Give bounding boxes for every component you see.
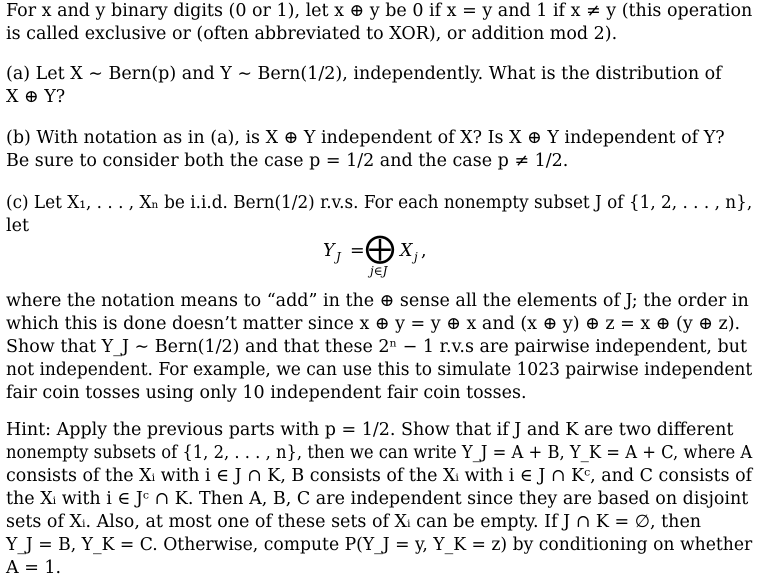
part-c-cont-line-5: fair coin tosses using only 10 independent fair coin tosses.	[6, 383, 527, 403]
hint-line-1: Hint: Apply the previous parts with p = 1/2. Show that if J and K are two different	[6, 420, 734, 440]
intro-line-2: is called exclusive or (often abbreviated to XOR), or addition mod 2).	[6, 24, 618, 44]
equation-equals: =	[350, 241, 365, 261]
part-c-cont-line-1: where the notation means to “add” in the ⊕ sense all the elements of J; the order in	[6, 291, 749, 311]
equation-lhs: Y	[323, 241, 335, 261]
hint-line-2: nonempty subsets of {1, 2, . . . , n}, then we can write Y_J = A + B, Y_K = A + C, where A	[6, 443, 753, 463]
part-a-line-1: (a) Let X ∼ Bern(p) and Y ∼ Bern(1/2), independently. What is the distribution of	[6, 64, 722, 84]
part-c-cont-line-2: which this is done doesn’t matter since x ⊕ y = y ⊕ x and (x ⊕ y) ⊕ z = x ⊕ (y ⊕ z).	[6, 314, 741, 334]
intro-line-1: For x and y binary digits (0 or 1), let x ⊕ y be 0 if x = y and 1 if x ≠ y (this operation	[6, 1, 753, 21]
part-c-line-2: let	[6, 216, 29, 236]
equation-lhs-subscript: J	[336, 250, 341, 264]
part-b-line-1: (b) With notation as in (a), is X ⊕ Y independent of X? Is X ⊕ Y independent of Y?	[6, 128, 725, 148]
equation-rhs-subscript: j	[414, 250, 418, 264]
part-c-cont-line-3: Show that Y_J ∼ Bern(1/2) and that these 2ⁿ − 1 r.v.s are pairwise independent, but	[6, 337, 748, 357]
operator-subscript: j∈J	[370, 264, 388, 278]
part-b-line-2: Be sure to consider both the case p = 1/2 and the case p ≠ 1/2.	[6, 151, 569, 171]
part-c-cont-line-4: not independent. For example, we can use this to simulate 1023 pairwise independent	[6, 360, 753, 380]
big-oplus-operator: ⨁	[365, 231, 395, 266]
equation-trailing-comma: ,	[421, 241, 427, 261]
hint-line-3: consists of the Xᵢ with i ∈ J ∩ K, B consists of the Xᵢ with i ∈ J ∩ Kᶜ, and C consists of	[6, 466, 753, 486]
part-a-line-2: X ⊕ Y?	[6, 87, 66, 107]
hint-line-4: the Xᵢ with i ∈ Jᶜ ∩ K. Then A, B, C are independent since they are based on disjoint	[6, 489, 749, 509]
equation-rhs: X	[400, 241, 413, 261]
part-c-line-1: (c) Let X₁, . . . , Xₙ be i.i.d. Bern(1/2) r.v.s. For each nonempty subset J of {1, 2, . . . , n},	[6, 193, 753, 213]
hint-line-5: sets of Xᵢ. Also, at most one of these sets of Xᵢ can be empty. If J ∩ K = ∅, then	[6, 512, 702, 532]
hint-line-7: A = 1.	[6, 558, 62, 578]
hint-line-6: Y_J = B, Y_K = C. Otherwise, compute P(Y_J = y, Y_K = z) by conditioning on whether	[6, 535, 753, 555]
